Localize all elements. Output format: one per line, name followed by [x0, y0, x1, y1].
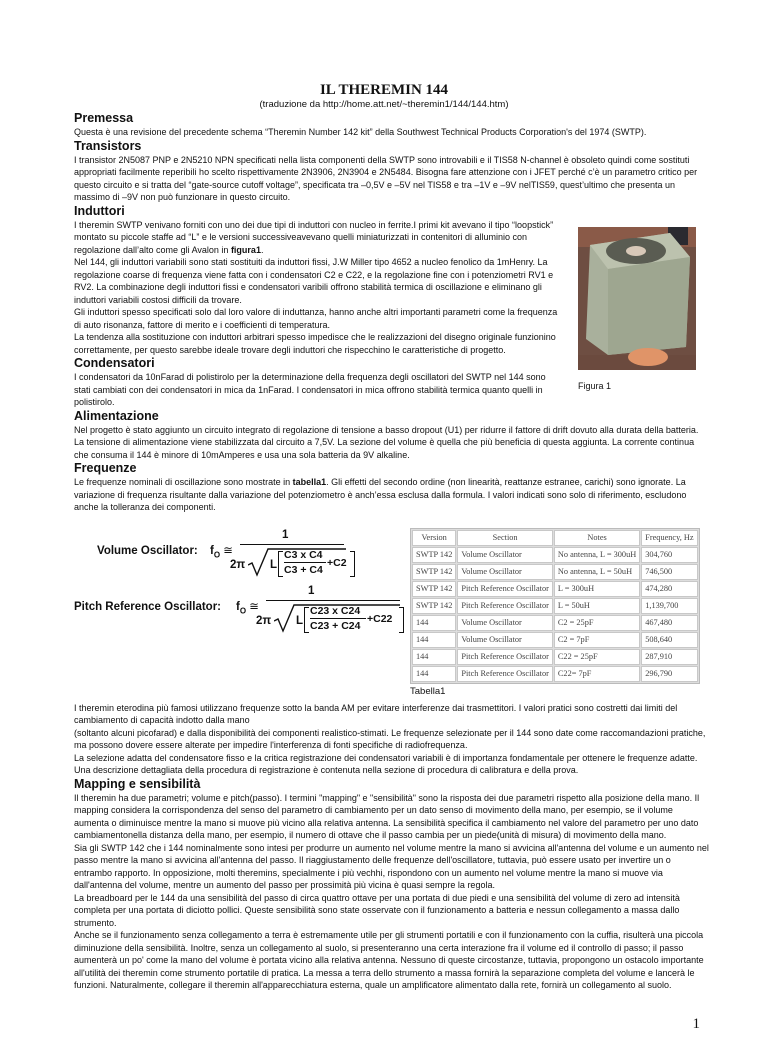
- table-cell: 144: [412, 632, 456, 648]
- table-cell: SWTP 142: [412, 598, 456, 614]
- table-row: [412, 581, 698, 597]
- figure1: [578, 227, 698, 392]
- heading-premessa: Premessa: [74, 111, 134, 125]
- table-row: [412, 598, 698, 614]
- table-cell: 1,139,700: [641, 598, 697, 614]
- column-header: Version: [412, 530, 456, 546]
- table-cell: SWTP 142: [412, 564, 456, 580]
- formula-L: L: [296, 614, 304, 627]
- paragraph-premessa: Questa è una revisione del precedente schema “Theremin Number 142 kit” della Southwest Technical Products Corporation's del 1974 (SWTP).: [74, 127, 647, 137]
- table-cell: 287,910: [641, 649, 697, 665]
- formulas-and-table: [74, 528, 710, 698]
- fo-symbol: f: [236, 600, 240, 613]
- approx-symbol: ≅: [249, 600, 259, 613]
- column-header: Frequency, Hz: [641, 530, 697, 546]
- table-cell: Volume Oscillator: [457, 615, 553, 631]
- right-bracket: [350, 551, 355, 577]
- fo-symbol: f: [210, 544, 214, 557]
- text-run: . Gli effetti del secondo ordine (non linearità, reattanze estranee, carichi) sono ignorate. La variazione di frequenza risultante dalla variazione del potenziometro è anch’essa esclusa dalla formula. I valori indicati sono solo di riferimento, escludono anche la tolleranza dei componenti.: [74, 477, 687, 512]
- formula-pitch-label: Pitch Reference Oscillator:: [74, 600, 221, 613]
- column-header: Section: [457, 530, 553, 546]
- left-bracket: [278, 551, 283, 577]
- table-cell: SWTP 142: [412, 547, 456, 563]
- table-cell: 144: [412, 666, 456, 682]
- text-run: .: [260, 244, 264, 255]
- left-bracket: [304, 607, 309, 633]
- formula-numerator: 1: [282, 528, 289, 541]
- table-row: [412, 649, 698, 665]
- paragraph-frequenze: [74, 476, 710, 514]
- table-cell: C2 = 7pF: [554, 632, 640, 648]
- two-pi: 2π: [230, 558, 246, 571]
- pitch-plus: +C22: [367, 612, 393, 625]
- table-cell: Pitch Reference Oscillator: [457, 649, 553, 665]
- formula-numerator: 1: [308, 584, 315, 597]
- paragraph-mapping-4: Anche se il funzionamento senza collegamento a terra è estremamente utile per gli strumenti portatili e con il funzionamento con la cuffia, risulterà una piccola diminuzione della sensibilità. Inoltre, senza un collegamento al suolo, si presenteranno una certa interazione fra il volume ed il controllo di passo; il passo aumenterà un po' come la mano del volume è portata vicino alla relativa antenna. Nessuno di queste circostanze, tuttavia, propongono un ostacolo importante all'utilità dei theremin come strumento portatile di pratica. La messa a terra dello strumento a massa fornirà la separazione completa del volume e lancerà le funzioni. Naturalmente, collegare il theremin all'apparecchiatura esterna, quale un amplificatore alimentato dalla rete, fornirà un collegamento al suolo.: [74, 930, 704, 990]
- fo-subscript: O: [239, 605, 247, 615]
- paragraph-alimentazione: Nel progetto è stato aggiunto un circuito integrato di regolazione di tensione a basso dropout (U1) per ridurre il fattore di drift dovuto alla durata della batteria. La tensione di alimentazione viene stabilizzata dal circuito a 7,5V. La sezione del volume è quella che più beneficia di questa aggiunta. La corrente continua che consuma il 144 è minore di 10mAmperes e usa una sola batteria da 9V alkaline.: [74, 424, 699, 460]
- table-cell: 467,480: [641, 615, 697, 631]
- heading-mapping: Mapping e sensibilità: [74, 776, 201, 791]
- table-cell: C22 = 25pF: [554, 649, 640, 665]
- table-cell: 474,280: [641, 581, 697, 597]
- right-bracket: [399, 607, 404, 633]
- heading-transistors: Transistors: [74, 138, 142, 153]
- table-cell: 304,760: [641, 547, 697, 563]
- table-cell: L = 300uH: [554, 581, 640, 597]
- table1-wrapper: [410, 528, 700, 698]
- page-number: 1: [692, 1015, 700, 1032]
- figure1-inductor-photo: [578, 227, 696, 370]
- table-row: [412, 666, 698, 682]
- column-header: Notes: [554, 530, 640, 546]
- pitch-den: C23 + C24: [310, 619, 361, 632]
- table-cell: Volume Oscillator: [457, 564, 553, 580]
- heading-alimentazione: Alimentazione: [74, 408, 159, 423]
- text-run: Le frequenze nominali di oscillazione sono mostrate in: [74, 477, 293, 487]
- paragraph-condensatori: I condensatori da 10nFarad di polistirolo per la determinazione della frequenza degli oscillatori del SWTP nel 144 sono stati cambiati con dei condensatori in mica da 1nFarad. I condensatori in mica offrono stabilità termica quanto quelli in polistirolo.: [74, 372, 546, 407]
- heading-induttori: Induttori: [74, 203, 125, 218]
- table-row: [412, 632, 698, 648]
- table-cell: No antenna, L = 300uH: [554, 547, 640, 563]
- table-row: [412, 564, 698, 580]
- table-cell: SWTP 142: [412, 581, 456, 597]
- table-cell: 746,500: [641, 564, 697, 580]
- table-cell: Pitch Reference Oscillator: [457, 581, 553, 597]
- two-pi: 2π: [256, 614, 272, 627]
- heading-frequenze: Frequenze: [74, 461, 137, 475]
- formula-L: L: [270, 558, 278, 571]
- text-run: I theremin SWTP venivano forniti con uno dei due tipi di induttori con nucleo in ferrite.I primi kit avevano il tipo “loopstick” montato su piccole staffe ad “L” e le versioni successiveavevano quelli miniaturizzati in contenitori di alluminio con regolazione dall’alto come gli Avalon in: [74, 219, 554, 255]
- vol-den: C3 + C4: [284, 563, 323, 576]
- paragraph-mapping-3: La breadboard per le 144 da una sensibilità del passo di circa quattro ottave per una portata di due piedi e una sensibilità del volume di zero ad intensità completa per una portata di diciotto pollici. Queste sensibilità sono state osservate con il funzionamento a batteria e nessun collegamento a massa dallo strumento.: [74, 892, 680, 928]
- approx-symbol: ≅: [223, 544, 233, 557]
- table-cell: Volume Oscillator: [457, 632, 553, 648]
- inductor-image: [578, 227, 696, 370]
- heading-condensatori: Condensatori: [74, 356, 155, 370]
- figure1-caption: Figura 1: [578, 380, 612, 391]
- table-cell: C2 = 25pF: [554, 615, 640, 631]
- table-cell: Volume Oscillator: [457, 547, 553, 563]
- table-row: [412, 615, 698, 631]
- table-cell: Pitch Reference Oscillator: [457, 666, 553, 682]
- paragraph-induttori-4: La tendenza alla sostituzione con induttori arbitrari spesso impedisce che le realizzazioni del disegno originale funzionino correttamente, per questo sarebbe ideale trovare degli induttori che rispecchino le caratteristiche di progetto.: [74, 332, 556, 355]
- table1-caption: Tabella1: [410, 685, 446, 697]
- paragraph-transistors: I transistor 2N5087 PNP e 2N5210 NPN specificati nella lista componenti della SWTP sono introvabili e il TIS58 N-channel è obsoleto quindi come sostituti appropriati facilmente reperibili ho scelto rispettivamente 2N3906, 2N3904 e 2N5484. Bisogna fare attenzione con i JFET perché c’è un parametro critico per questo circuito e si tratta del “gate-source cutoff voltage”, specificata tra –0,5V e –5V nel TIS58 e tra –1V e –9V nelTIS59, quest’ultimo che presenta un massimo di –9V non può funzionare in questo circuito.: [74, 154, 698, 202]
- table-header-row: [412, 530, 698, 546]
- paragraph-frequenze-after-2: (soltanto alcuni picofarad) e dalla disponibilità dei componenti realistico-stimati. Le frequenze selezionate per il 144 sono date come raccomandazioni pratiche, ma possono dovere essere alterate per impedire l'interferenza di fonti specifiche di radiofrequenza.: [74, 727, 706, 750]
- table-cell: No antenna, L = 50uH: [554, 564, 640, 580]
- document-title: IL THEREMIN 144: [319, 82, 449, 98]
- table-cell: C22= 7pF: [554, 666, 640, 682]
- table-cell: Pitch Reference Oscillator: [457, 598, 553, 614]
- paragraph-induttori-2: Nel 144, gli induttori variabili sono stati sostituiti da induttori fissi, J.W Miller tipo 4652 a nucleo fenolico da 1mHenry. La regolazione coarse di frequenza viene fatta con i condensatori C2 e C22, e la regolazione fine con i potenziometri RV1 e RV2. La combinazione degli induttori fissi e condensatori varibili offrono stabilità termica di oscillazione e eliminano gli induttori variabili costosi difficili da trovare.: [74, 257, 554, 305]
- table-cell: 508,640: [641, 632, 697, 648]
- formulas: [74, 528, 404, 638]
- fraction-bar: [266, 600, 400, 602]
- paragraph-induttori-3: Gli induttori spesso specificati solo dal loro valore di induttanza, hanno anche altri importanti parametri come la frequenza di auto risonanza, fattore di merito e i coefficienti di temperatura.: [74, 307, 558, 330]
- table-cell: 144: [412, 649, 456, 665]
- paragraph-frequenze-after-3: La selezione adatta del condensatore fisso e la critica registrazione dei condensatori variabili è di importanza fondamentale per ottenere le frequenze adatte. Una descrizione dettagliata della procedura di registrazione è contenuta nella sezione di procedura di calibratura e della prova.: [74, 752, 698, 775]
- frequency-table: [410, 528, 700, 684]
- pitch-num: C23 x C24: [310, 604, 361, 617]
- vol-plus: +C2: [327, 556, 347, 569]
- formula-volume-label: Volume Oscillator:: [97, 544, 198, 557]
- vol-num: C3 x C4: [284, 548, 323, 561]
- paragraph-frequenze-after-1: I theremin eterodina più famosi utilizzano frequenze sotto la banda AM per evitare interferenze dai trasmettitori. I valori pratici sono costretti dai limiti del cambiamento di capacità indotto dalla mano: [74, 702, 678, 725]
- table-cell: 144: [412, 615, 456, 631]
- table-cell: L = 50uH: [554, 598, 640, 614]
- table-reference: tabella1: [292, 477, 327, 487]
- table-cell: 296,790: [641, 666, 697, 682]
- figure-reference: figura1: [230, 244, 261, 255]
- fo-subscript: O: [213, 549, 221, 559]
- table-row: [412, 547, 698, 563]
- paragraph-mapping-2: Sia gli SWTP 142 che i 144 nominalmente sono intesi per produrre un aumento nel volume mentre la mano si avvicina all'antenna del volume e un aumento nel passo mentre la mano si avvicina all'antenna del passo. Il riaggiustamento delle frequenze dell'oscillatore, tuttavia, può essere usato per invertire un o entrambo rapporto. In opposizione, molti theremins, specialmente i più vechhi, rispondono con un aumento nel volume mentre la mano si muove via dall'antenna del volume, mentre un aumento del passo per prossimità più vicina è quasi sempre la regola.: [74, 842, 709, 890]
- paragraph-mapping-1: Il theremin ha due parametri; volume e pitch(passo). I termini "mapping" e "sensibilità" sono la risposta dei due parametri rispetto alla posizione della mano. Il mapping considera la corrispondenza del senso del parametro di cambiamento per un dato senso di movimento della mano, per esempio, se il volume aumenta o diminuisce mentre la mano si muove più vicino alla relativa antenna. La sensibilità specifica il cambiamento nel valore del parametro per uno dato cambiamentonella distanza della mano, per esempio, il numero di ottave che il passo cambia per un piede(unità di misura) di movimento della mano.: [74, 792, 700, 840]
- document-subtitle: (traduzione da http://home.att.net/~theremin1/144/144.htm): [259, 99, 509, 110]
- fraction-bar: [240, 544, 344, 546]
